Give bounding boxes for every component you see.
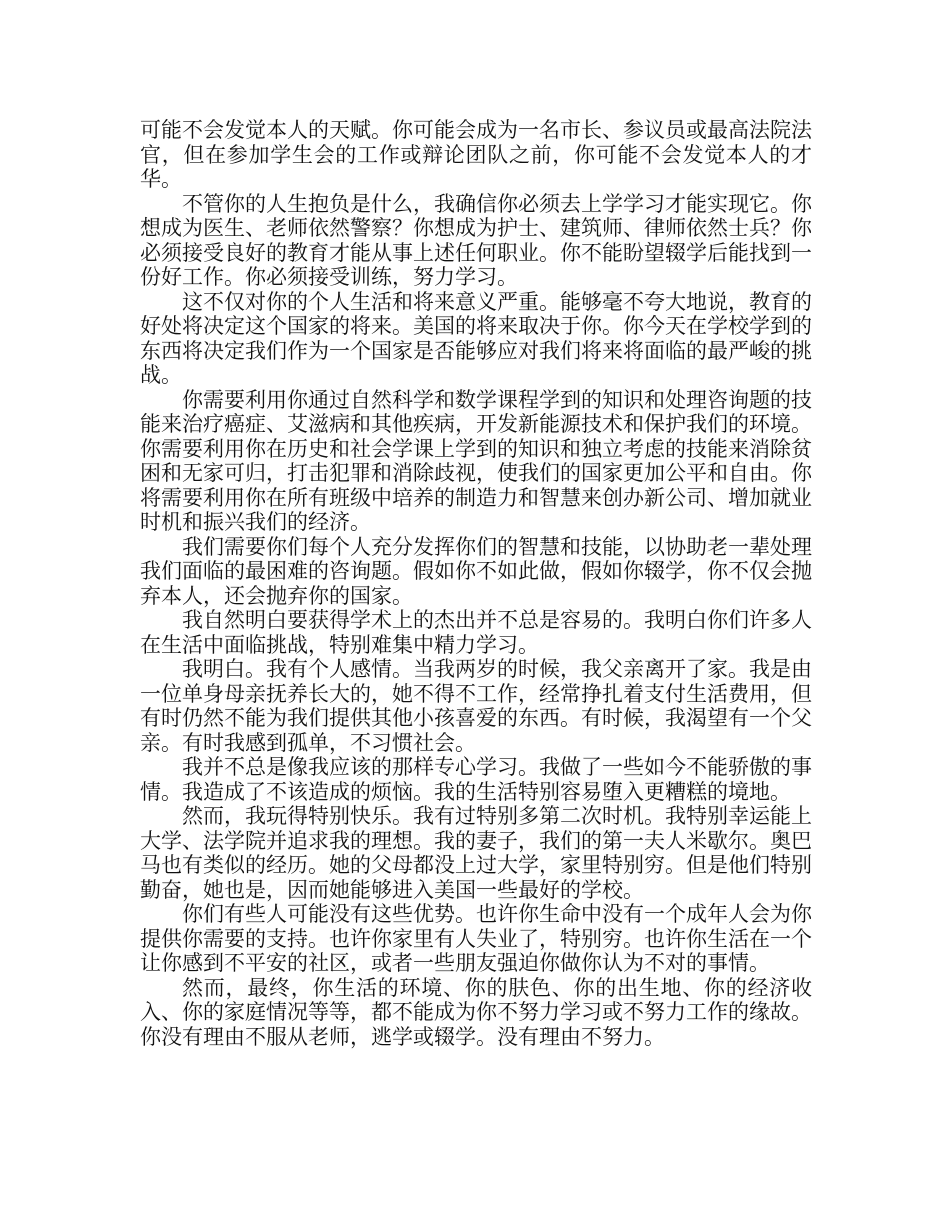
paragraph-2: 不管你的人生抱负是什么，我确信你必须去上学学习才能实现它。你想成为医生、老师依然警察？你想成为护士、建筑师、律师依然士兵？你必须接受良好的教育才能从事上述任何职业。你不能盼望辍学后能找到一份好工作。你必须接受训练，努力学习。 (140, 191, 812, 289)
paragraph-5: 我们需要你们每个人充分发挥你们的智慧和技能，以协助老一辈处理我们面临的最困难的咨询题。假如你不如此做，假如你辍学，你不仅会抛弃本人，还会抛弃你的国家。 (140, 534, 812, 608)
paragraph-7: 我明白。我有个人感情。当我两岁的时候，我父亲离开了家。我是由一位单身母亲抚养长大的，她不得不工作，经常挣扎着支付生活费用，但有时仍然不能为我们提供其他小孩喜爱的东西。有时候，我渴望有一个父亲。有时我感到孤单，不习惯社会。 (140, 657, 812, 755)
paragraph-4: 你需要利用你通过自然科学和数学课程学到的知识和处理咨询题的技能来治疗癌症、艾滋病和其他疾病，开发新能源技术和保护我们的环境。你需要利用你在历史和社会学课上学到的知识和独立考虑的技能来消除贫困和无家可归，打击犯罪和消除歧视，使我们的国家更加公平和自由。你将需要利用你在所有班级中培养的制造力和智慧来创办新公司、增加就业时机和振兴我们的经济。 (140, 387, 812, 534)
paragraph-1: 可能不会发觉本人的天赋。你可能会成为一名市长、参议员或最高法院法官，但在参加学生会的工作或辩论团队之前，你可能不会发觉本人的才华。 (140, 118, 812, 191)
paragraph-11: 然而，最终，你生活的环境、你的肤色、你的出生地、你的经济收入、你的家庭情况等等，都不能成为你不努力学习或不努力工作的缘故。你没有理由不服从老师，逃学或辍学。没有理由不努力。 (140, 975, 812, 1049)
paragraph-3: 这不仅对你的个人生活和将来意义严重。能够毫不夸大地说，教育的好处将决定这个国家的将来。美国的将来取决于你。你今天在学校学到的东西将决定我们作为一个国家是否能够应对我们将来将面临的最严峻的挑战。 (140, 289, 812, 387)
document-body (140, 118, 812, 1049)
paragraph-9: 然而，我玩得特别快乐。我有过特别多第二次时机。我特别幸运能上大学、法学院并追求我的理想。我的妻子，我们的第一夫人米歇尔。奥巴马也有类似的经历。她的父母都没上过大学，家里特别穷。但是他们特别勤奋，她也是，因而她能够进入美国一些最好的学校。 (140, 804, 812, 902)
paragraph-8: 我并不总是像我应该的那样专心学习。我做了一些如今不能骄傲的事情。我造成了不该造成的烦恼。我的生活特别容易堕入更糟糕的境地。 (140, 755, 812, 804)
paragraph-6: 我自然明白要获得学术上的杰出并不总是容易的。我明白你们许多人在生活中面临挑战，特别难集中精力学习。 (140, 608, 812, 657)
paragraph-10: 你们有些人可能没有这些优势。也许你生命中没有一个成年人会为你提供你需要的支持。也许你家里有人失业了，特别穷。也许你生活在一个让你感到不平安的社区，或者一些朋友强迫你做你认为不对的事情。 (140, 902, 812, 975)
